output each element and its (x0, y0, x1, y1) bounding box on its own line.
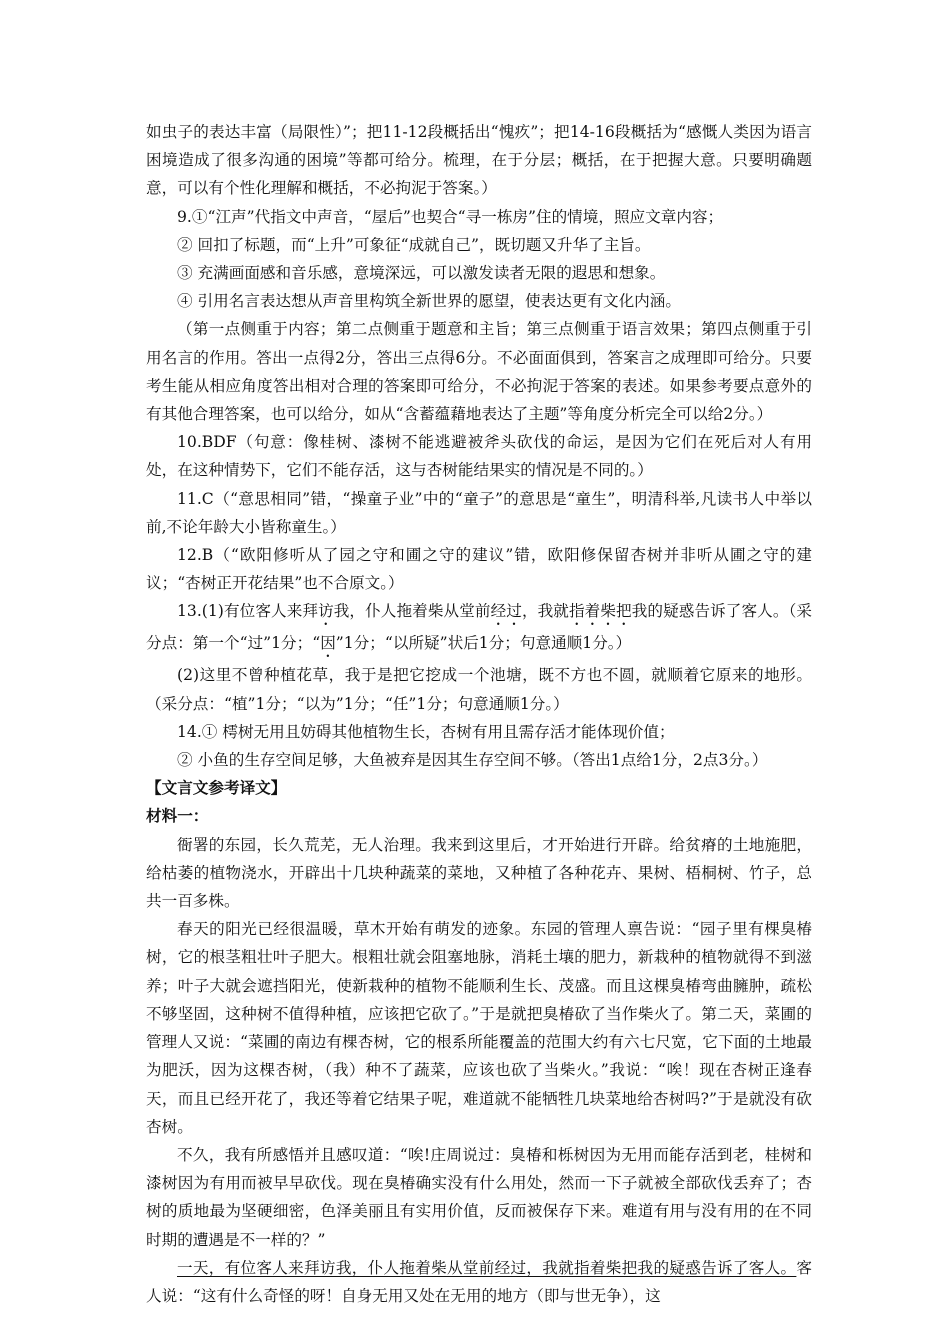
answer-9-point-3: ③ 充满画面感和音乐感，意境深远，可以激发读者无限的遐思和想象。 (177, 264, 666, 283)
answer-13-1-text: ”1分；“以所疑”状后1分；句意通顺1分。） (335, 634, 632, 653)
answer-8-tail: 如虫子的表达丰富（局限性）”；把11-12段概括出“愧疚”；把14-16段概括为“感慨人类因为语言困境造成了很多沟通的困境”等都可给分。梳理，在于分层；概括，在于把握大意。只要明确题意，可以有个性化理解和概括，不必拘泥于答案。） (146, 123, 812, 198)
translation-paragraph-2: 春天的阳光已经很温暖，草木开始有萌发的迹象。东园的管理人禀告说：“园子里有棵臭椿树，它的根茎粗壮叶子肥大。根粗壮就会阻塞地脉，消耗土壤的肥力，新栽种的植物就得不到滋养；叶子大就会遮挡阳光，使新栽种的植物不能顺利生长、茂盛。而且这棵臭椿弯曲臃肿，疏松不够坚固，这种树不值得种植，应该把它砍了。”于是就把臭椿砍了当作柴火了。第二天，菜圃的管理人又说：“菜圃的南边有棵杏树，它的根系所能覆盖的范围大约有六七尺宽，它下面的土地最为肥沃，因为这棵杏树，（我）种不了蔬菜，应该也砍了当柴火。”我说：“唉！现在杏树正逢春天，而且已经开花了，我还等着它结果子呢，难道就不能牺牲几块菜地给杏树吗?”于是就没有砍杏树。 (146, 920, 812, 1136)
answer-11: 11.C（“意思相同”错，“操童子业”中的“童子”的意思是“童生”，明清科举,凡读书人中举以前,不论年龄大小皆称童生。） (146, 489, 812, 536)
translation-paragraph-1: 衙署的东园，长久荒芜，无人治理。我来到这里后，才开始进行开辟。给贫瘠的土地施肥，给枯萎的植物浇水，开辟出十几块种蔬菜的菜地，又种植了各种花卉、果树、梧桐树、竹子，总共一百多株。 (146, 835, 812, 911)
answer-13-1-text: ，我就 (521, 602, 569, 621)
document-page (146, 118, 812, 1310)
answer-13-1 (146, 597, 812, 661)
scoring-point-mark: 访 (318, 602, 334, 621)
answer-14-point-2: ② 小鱼的生存空间足够，大鱼被弃是因其生存空间不够。（答出1点给1分，2点3分。） (177, 751, 768, 770)
scoring-point-mark: 因 (320, 634, 336, 653)
material-one-heading: 材料一： (146, 807, 209, 826)
answer-14-point-1: 14.① 樗树无用且妨碍其他植物生长，杏树有用且需存活才能体现价值； (177, 722, 675, 741)
translation-paragraph-4-rest: 客人说：“这有什么奇怪的呀！自身无用又处在无用的地方（即与世无争），这 (146, 1258, 812, 1305)
answer-12: 12.B（“欧阳修听从了园之守和圃之守的建议”错，欧阳修保留杏树并非听从圃之守的建议；“杏树正开花结果”也不合原文。） (146, 546, 812, 593)
answer-9-point-1: 9.①“江声”代指文中声音，“屋后”也契合“寻一栋房”住的情境，照应文章内容； (177, 207, 724, 226)
underlined-sentence: 一天，有位客人来拜访我，仆人拖着柴从堂前经过，我就指着柴把我的疑惑告诉了客人。 (177, 1258, 797, 1277)
answer-10: 10.BDF（句意：像桂树、漆树不能逃避被斧头砍伐的命运，是因为它们在死后对人有用处，在这种情势下，它们不能存活，这与杏树能结果实的情况是不同的。） (146, 433, 812, 480)
answer-13-1-text: 我，仆人拖着柴从堂前 (333, 602, 491, 621)
answer-13-1-text: 13.(1)有位客人来拜 (177, 602, 319, 621)
scoring-point-mark: 经过 (490, 602, 522, 621)
translation-heading: 【文言文参考译文】 (146, 779, 287, 798)
answer-9-note: （第一点侧重于内容；第二点侧重于题意和主旨；第三点侧重于语言效果；第四点侧重于引用名言的作用。答出一点得2分，答出三点得6分。不必面面俱到，答案言之成理即可给分。只要考生能从相应角度答出相对合理的答案即可给分，不必拘泥于答案的表述。如果参考要点意外的有其他合理答案，也可以给分，如从“含蓄蕴藉地表达了主题”等角度分析完全可以给2分。） (146, 320, 812, 424)
scoring-point-mark: 指着柴把 (568, 602, 632, 621)
answer-9-point-2: ② 回扣了标题，而“上升”可象征“成就自己”，既切题又升华了主旨。 (177, 235, 651, 254)
translation-paragraph-4 (146, 1254, 812, 1310)
translation-paragraph-3: 不久，我有所感悟并且感叹道：“唉!庄周说过：臭椿和栎树因为无用而能存活到老，桂树和漆树因为有用而被早早砍伐。现在臭椿确实没有什么用处，然而一下子就被全部砍伐丢弃了；杏树的质地最为坚硬细密，色泽美丽且有实用价值，反而被保存下来。难道有用与没有用的在不同时期的遭遇是不一样的？” (146, 1145, 812, 1249)
answer-13-2: (2)这里不曾种植花草，我于是把它挖成一个池塘，既不方也不圆，就顺着它原来的地形。（采分点：“植”1分；“以为”1分；“任”1分；句意通顺1分。） (146, 666, 812, 713)
answer-9-point-4: ④ 引用名言表达想从声音里构筑全新世界的愿望，使表达更有文化内涵。 (177, 292, 681, 311)
answer-13-1-text: 我的疑惑告诉了客人。（采分点：第一个“过”1分；“ (146, 602, 812, 653)
